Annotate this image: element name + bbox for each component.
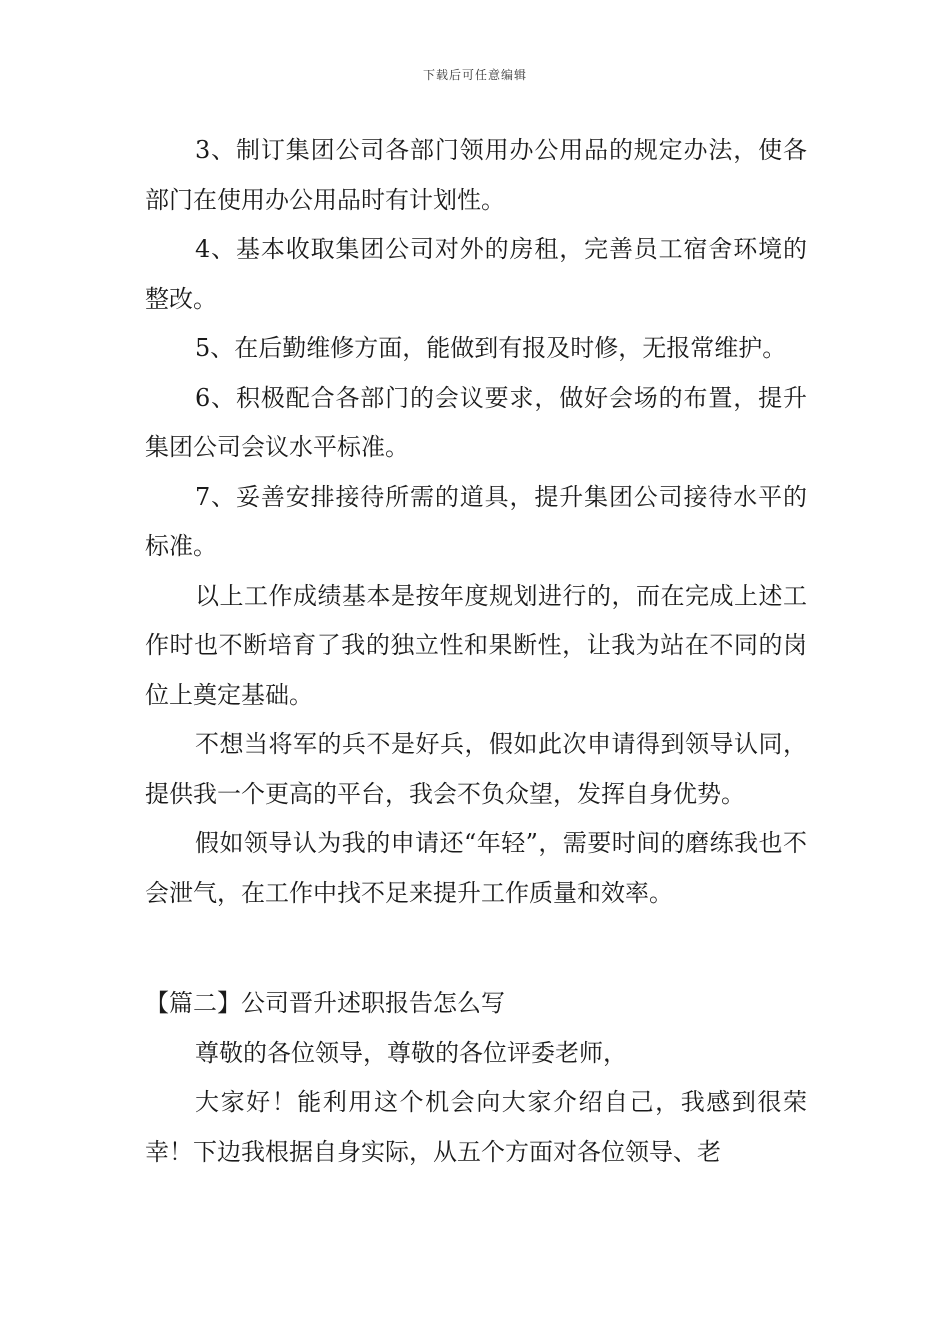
paragraph-item-7: 7、妥善安排接待所需的道具，提升集团公司接待水平的标准。 xyxy=(145,482,807,560)
paragraph-summary: 以上工作成绩基本是按年度规划进行的，而在完成上述工作时也不断培育了我的独立性和果断性，让我为站在不同的岗位上奠定基础。 xyxy=(145,581,807,709)
paragraph-item-3: 3、制订集团公司各部门领用办公用品的规定办法，使各部门在使用办公用品时有计划性。 xyxy=(145,136,807,214)
paragraph-greeting: 大家好！能利用这个机会向大家介绍自己，我感到很荣幸！下边我根据自身实际，从五个方面对各位领导、老 xyxy=(145,1088,807,1166)
paragraph-aspiration: 不想当将军的兵不是好兵，假如此次申请得到领导认同，提供我一个更高的平台，我会不负众望，发挥自身优势。 xyxy=(145,730,807,808)
section-heading: 【篇二】公司晋升述职报告怎么写 xyxy=(145,989,505,1017)
paragraph-item-6: 6、积极配合各部门的会议要求，做好会场的布置，提升集团公司会议水平标准。 xyxy=(145,383,807,461)
document-body xyxy=(145,126,807,1177)
paragraph-item-4: 4、基本收取集团公司对外的房租，完善员工宿舍环境的整改。 xyxy=(145,235,807,313)
paragraph-salutation: 尊敬的各位领导，尊敬的各位评委老师， xyxy=(195,1038,627,1067)
paragraph-closing: 假如领导认为我的申请还“年轻”，需要时间的磨练我也不会泄气，在工作中找不足来提升工作质量和效率。 xyxy=(145,829,807,907)
header-note: 下载后可任意编辑 xyxy=(422,68,527,82)
paragraph-item-5: 5、在后勤维修方面，能做到有报及时修，无报常维护。 xyxy=(195,334,787,362)
